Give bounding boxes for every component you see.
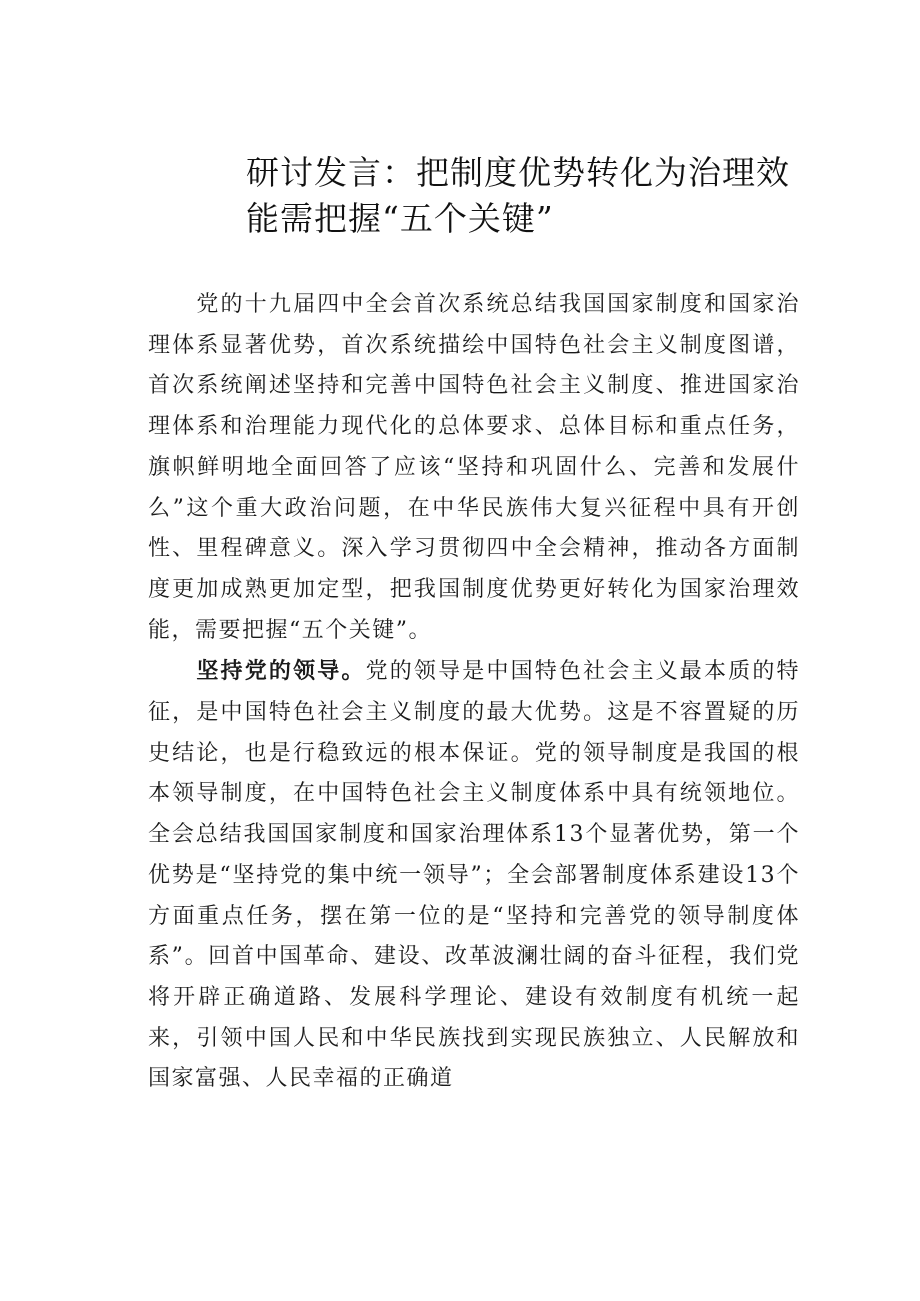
- paragraph-text: 党的十九届四中全会首次系统总结我国国家制度和国家治理体系显著优势，首次系统描绘中国特色社会主义制度图谱，首次系统阐述坚持和完善中国特色社会主义制度、推进国家治理体系和治理能力现代化的总体要求、总体目标和重点任务，旗帜鲜明地全面回答了应该“坚持和巩固什么、完善和发展什么”这个重大政治问题，在中华民族伟大复兴征程中具有开创性、里程碑意义。深入学习贯彻四中全会精神，推动各方面制度更加成熟更加定型，把我国制度优势更好转化为国家治理效能，需要把握“五个关键”。: [148, 292, 800, 643]
- paragraph-intro: [148, 284, 800, 651]
- paragraph-text: 党的领导是中国特色社会主义最本质的特征，是中国特色社会主义制度的最大优势。这是不容置疑的历史结论，也是行稳致远的根本保证。党的领导制度是我国的根本领导制度，在中国特色社会主义制度体系中具有统领地位。全会总结我国国家制度和国家治理体系13个显著优势，第一个优势是“坚持党的集中统一领导”；全会部署制度体系建设13个方面重点任务，摆在第一位的是“坚持和完善党的领导制度体系”。回首中国革命、建设、改革波澜壮阔的奋斗征程，我们党将开辟正确道路、发展科学理论、建设有效制度有机统一起来，引领中国人民和中华民族找到实现民族独立、人民解放和国家富强、人民幸福的正确道: [148, 659, 800, 1092]
- document-body: [148, 284, 800, 1100]
- title-block: [246, 150, 806, 242]
- paragraph-party-leadership: [148, 651, 800, 1100]
- paragraph-lead: 坚持党的领导。: [196, 658, 366, 685]
- document-title: 研讨发言：把制度优势转化为治理效能需把握“五个关键”: [246, 153, 790, 238]
